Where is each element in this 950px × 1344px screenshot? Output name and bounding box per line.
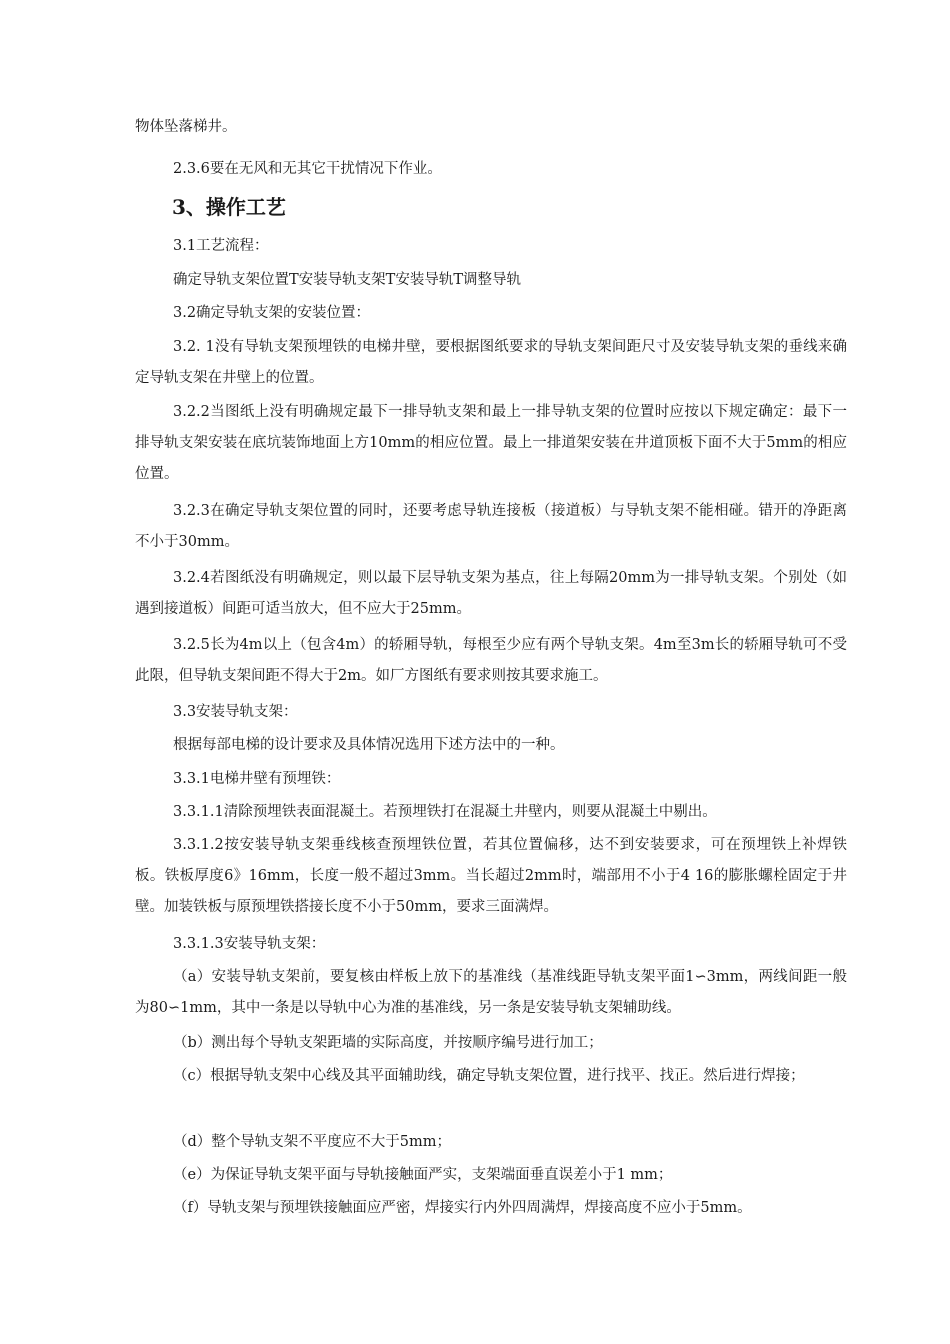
paragraph-continuation: 物体坠落梯井。: [135, 119, 237, 135]
paragraph-item-b: （b）测出每个导轨支架距墙的实际高度，并按顺序编号进行加工；: [173, 1035, 603, 1051]
paragraph-item-a: （a）安装导轨支架前，要复核由样板上放下的基准线（基准线距导轨支架平面1∽3mm，两线间距一般为80∽1mm，其中一条是以导轨中心为准的基准线，另一条是安装导轨支架辅助线。: [135, 969, 847, 1016]
paragraph-3-2-2: 3.2.2当图纸上没有明确规定最下一排导轨支架和最上一排导轨支架的位置时应按以下规定确定：最下一排导轨支架安装在底坑装饰地面上方10mm的相应位置。最上一排道架安装在井道顶板下面不大于5mm的相应位置。: [135, 404, 847, 482]
paragraph-3-2-1: 3.2. 1没有导轨支架预埋铁的电梯井壁，要根据图纸要求的导轨支架间距尺寸及安装导轨支架的垂线来确定导轨支架在井壁上的位置。: [135, 339, 847, 386]
paragraph-item-e: （e）为保证导轨支架平面与导轨接触面严实，支架端面垂直误差小于1 mm；: [173, 1167, 673, 1183]
paragraph-method-intro: 根据每部电梯的设计要求及具体情况选用下述方法中的一种。: [173, 737, 565, 753]
paragraph-3-2: 3.2确定导轨支架的安装位置：: [173, 305, 371, 321]
paragraph-2-3-6: 2.3.6要在无风和无其它干扰情况下作业。: [173, 161, 442, 177]
paragraph-item-c: （c）根据导轨支架中心线及其平面辅助线，确定导轨支架位置，进行找平、找正。然后进行焊接；: [173, 1068, 805, 1084]
section-heading: 3、操作工艺: [172, 195, 286, 219]
paragraph-3-3-1: 3.3.1电梯井壁有预埋铁：: [173, 771, 341, 787]
paragraph-process-flow: 确定导轨支架位置T安装导轨支架T安装导轨T调整导轨: [173, 272, 522, 288]
paragraph-3-3: 3.3安装导轨支架：: [173, 704, 298, 720]
paragraph-item-f: （f）导轨支架与预埋铁接触面应严密，焊接实行内外四周满焊，焊接高度不应小于5mm。: [173, 1200, 752, 1216]
paragraph-item-d: （d）整个导轨支架不平度应不大于5mm；: [173, 1134, 452, 1150]
paragraph-3-1: 3.1工艺流程：: [173, 238, 269, 254]
paragraph-3-3-1-3: 3.3.1.3安装导轨支架：: [173, 936, 326, 952]
paragraph-3-2-5: 3.2.5长为4m以上（包含4m）的轿厢导轨，每根至少应有两个导轨支架。4m至3m长的轿厢导轨可不受此限，但导轨支架间距不得大于2m。如厂方图纸有要求则按其要求施工。: [135, 637, 847, 684]
paragraph-3-3-1-1: 3.3.1.1清除预埋铁表面混凝土。若预埋铁打在混凝土井壁内，则要从混凝土中剔出。: [173, 804, 717, 820]
paragraph-3-3-1-2: 3.3.1.2按安装导轨支架垂线核查预埋铁位置，若其位置偏移，达不到安装要求，可在预埋铁上补焊铁板。铁板厚度6》16mm，长度一般不超过3mm。当长超过2mm时，端部用不小于4 16的膨胀螺栓固定于井壁。加装铁板与原预埋铁搭接长度不小于50mm，要求三面满焊。: [135, 837, 847, 915]
paragraph-3-2-3: 3.2.3在确定导轨支架位置的同时，还要考虑导轨连接板（接道板）与导轨支架不能相碰。错开的净距离不小于30mm。: [135, 503, 847, 550]
paragraph-3-2-4: 3.2.4若图纸没有明确规定，则以最下层导轨支架为基点，往上每隔20mm为一排导轨支架。个别处（如遇到接道板）间距可适当放大，但不应大于25mm。: [135, 570, 847, 617]
